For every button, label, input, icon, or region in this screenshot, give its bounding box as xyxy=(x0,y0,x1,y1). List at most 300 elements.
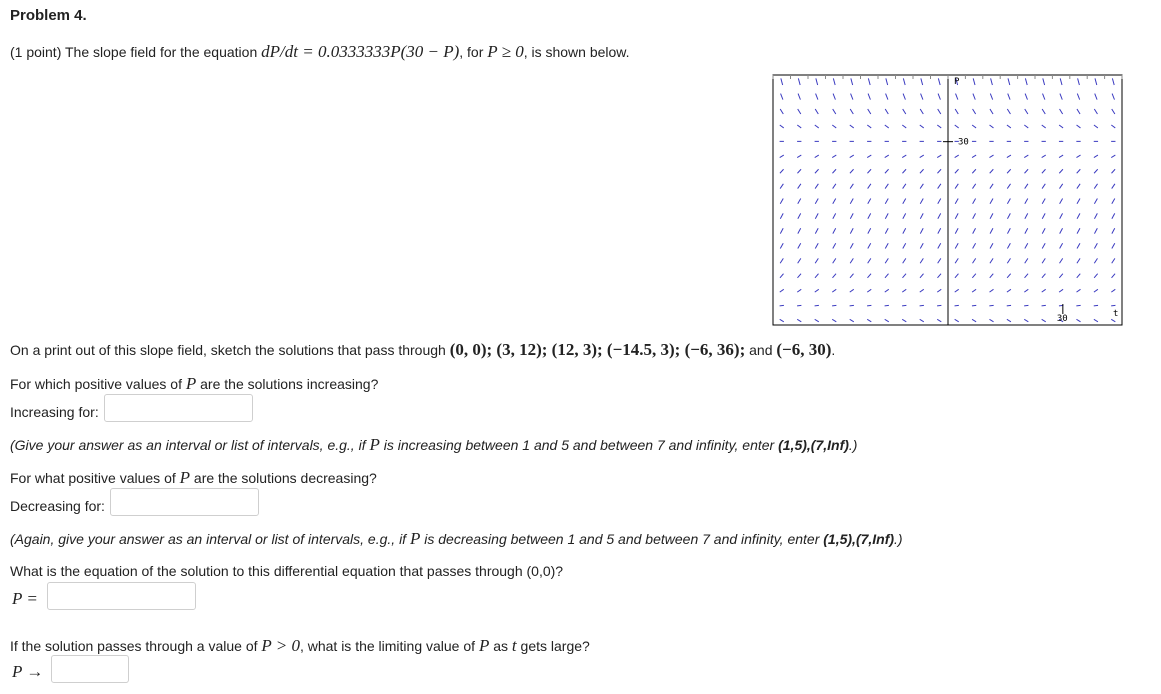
slope-mark xyxy=(850,109,853,114)
decreasing-hint xyxy=(10,529,903,549)
slope-mark xyxy=(815,258,818,263)
slope-mark xyxy=(903,94,905,100)
slope-mark xyxy=(1077,109,1080,114)
slope-mark xyxy=(955,289,959,292)
slope-mark xyxy=(780,213,783,218)
slope-mark xyxy=(850,228,853,233)
slope-mark xyxy=(955,169,959,173)
slope-mark xyxy=(850,274,854,278)
slope-mark xyxy=(1060,228,1063,233)
slope-mark xyxy=(833,243,836,248)
slope-mark xyxy=(780,199,783,204)
slope-mark xyxy=(868,213,871,218)
hint-text: .) xyxy=(894,531,903,547)
question-text: as xyxy=(489,638,512,654)
slope-mark xyxy=(1042,305,1046,306)
slope-mark xyxy=(832,319,836,321)
slope-mark xyxy=(797,289,801,292)
slope-mark xyxy=(955,258,958,263)
decreasing-label: Decreasing for: xyxy=(10,498,105,514)
slope-mark xyxy=(868,94,870,100)
slope-mark xyxy=(1112,78,1114,85)
slope-mark xyxy=(833,228,836,233)
slope-mark xyxy=(1042,319,1046,321)
slope-mark xyxy=(903,213,906,218)
slope-mark xyxy=(920,305,924,306)
slope-mark xyxy=(973,94,975,100)
slope-mark xyxy=(1042,184,1045,189)
slope-mark xyxy=(798,228,801,233)
slope-mark xyxy=(797,319,801,321)
slope-mark xyxy=(798,184,801,189)
slope-mark xyxy=(989,155,993,157)
slope-mark xyxy=(1112,109,1115,114)
slope-mark xyxy=(1112,94,1114,100)
hint-text: (Give your answer as an interval or list of intervals, e.g., if xyxy=(10,437,370,453)
slope-mark xyxy=(798,258,801,263)
panel-frame xyxy=(948,75,1122,325)
slope-mark xyxy=(1025,184,1028,189)
slope-mark xyxy=(937,155,941,157)
slope-mark xyxy=(798,78,800,85)
slope-mark xyxy=(815,274,819,278)
slope-mark xyxy=(797,274,801,278)
slope-mark xyxy=(955,199,958,204)
slope-mark xyxy=(920,289,924,292)
slope-mark xyxy=(1059,125,1063,128)
slope-mark xyxy=(1077,289,1081,292)
decreasing-input[interactable] xyxy=(110,488,259,516)
slope-mark xyxy=(832,155,836,157)
slope-mark xyxy=(832,169,836,173)
slope-mark xyxy=(902,319,906,321)
sketch-text: On a print out of this slope field, sketch the solutions that pass through xyxy=(10,342,450,358)
slope-mark xyxy=(1007,184,1010,189)
sketch-prompt xyxy=(10,340,835,360)
slope-mark xyxy=(903,199,906,204)
slope-mark xyxy=(867,319,871,321)
slope-mark xyxy=(973,109,976,114)
slope-mark xyxy=(867,274,871,278)
hint-text: is decreasing between 1 and 5 and between 7 and infinity, enter xyxy=(420,531,824,547)
slope-mark xyxy=(1112,213,1115,218)
slope-mark xyxy=(885,274,889,278)
slope-mark xyxy=(780,289,784,292)
slope-mark xyxy=(797,155,801,157)
slope-mark xyxy=(938,258,941,263)
slope-mark xyxy=(956,94,958,100)
slope-mark xyxy=(972,125,976,128)
slope-mark xyxy=(885,199,888,204)
slope-mark xyxy=(867,169,871,173)
slope-mark xyxy=(1042,199,1045,204)
slope-mark xyxy=(990,184,993,189)
var-t: t xyxy=(511,636,517,655)
slope-mark xyxy=(1007,258,1010,263)
slope-mark xyxy=(1007,213,1010,218)
slope-mark xyxy=(1042,109,1045,114)
slope-mark xyxy=(1025,274,1029,278)
slope-mark xyxy=(1060,109,1063,114)
slope-mark xyxy=(1024,305,1028,306)
slope-mark xyxy=(920,155,924,157)
slope-mark xyxy=(990,199,993,204)
slope-mark xyxy=(885,184,888,189)
slope-mark xyxy=(850,258,853,263)
slope-mark xyxy=(955,155,959,157)
slope-mark xyxy=(1025,78,1027,85)
slope-mark xyxy=(972,289,976,292)
slope-mark xyxy=(1007,243,1010,248)
slope-mark xyxy=(990,289,994,292)
slope-mark xyxy=(937,319,941,321)
slope-mark xyxy=(1025,199,1028,204)
slope-mark xyxy=(990,169,994,173)
slope-mark xyxy=(1042,213,1045,218)
slope-mark xyxy=(1077,228,1080,233)
slope-mark xyxy=(833,213,836,218)
slope-mark xyxy=(902,289,906,292)
slope-mark xyxy=(868,184,871,189)
increasing-input[interactable] xyxy=(104,394,253,422)
slope-mark xyxy=(780,109,783,114)
slope-mark xyxy=(1007,319,1011,321)
hint-text: is increasing between 1 and 5 and between 7 and infinity, enter xyxy=(379,437,779,453)
slope-mark xyxy=(972,319,976,321)
hint-text: .) xyxy=(848,437,858,453)
slope-mark xyxy=(815,305,819,306)
slope-mark xyxy=(1059,274,1063,278)
slope-mark xyxy=(990,274,994,278)
slope-mark xyxy=(1095,78,1097,85)
condition: P ≥ 0 xyxy=(487,42,524,61)
slope-mark xyxy=(815,109,818,114)
slope-mark xyxy=(989,319,993,321)
slope-mark xyxy=(780,243,783,248)
slope-mark xyxy=(990,109,993,114)
sketch-last-point: (−6, 30) xyxy=(776,340,832,359)
slope-mark xyxy=(780,258,783,263)
slope-mark xyxy=(867,289,871,292)
intro-text-2: , for xyxy=(459,44,488,60)
slope-mark xyxy=(920,274,924,278)
slope-mark xyxy=(885,319,889,321)
slope-mark xyxy=(1077,125,1081,128)
slope-mark xyxy=(973,243,976,248)
slope-mark xyxy=(1111,155,1115,157)
slope-mark xyxy=(1112,199,1115,204)
slope-mark xyxy=(920,319,924,321)
slope-mark xyxy=(1059,169,1063,173)
slope-field-figure xyxy=(772,74,1124,326)
slope-mark xyxy=(1094,319,1098,321)
slope-mark xyxy=(955,184,958,189)
slope-mark xyxy=(920,258,923,263)
slope-mark xyxy=(815,169,819,173)
slope-mark xyxy=(1094,125,1098,128)
slope-mark xyxy=(1042,243,1045,248)
slope-mark xyxy=(850,155,854,157)
slope-mark xyxy=(1060,258,1063,263)
slope-mark xyxy=(815,184,818,189)
slope-mark xyxy=(989,305,993,306)
slope-mark xyxy=(886,78,888,85)
slope-mark xyxy=(938,199,941,204)
slope-mark xyxy=(868,258,871,263)
slope-mark xyxy=(1077,94,1079,100)
slope-mark xyxy=(1042,289,1046,292)
slope-mark xyxy=(833,94,835,100)
slope-mark xyxy=(832,274,836,278)
slope-mark xyxy=(867,125,871,128)
sketch-points: (0, 0); (3, 12); (12, 3); (−14.5, 3); (−6, 36); xyxy=(449,340,746,359)
axis-label-p: P xyxy=(954,77,960,87)
slope-mark xyxy=(938,78,940,85)
slope-mark xyxy=(937,125,941,128)
slope-mark xyxy=(797,169,801,173)
slope-mark xyxy=(885,258,888,263)
slope-mark xyxy=(1024,289,1028,292)
slope-mark xyxy=(798,243,801,248)
slope-field-left-panel xyxy=(773,75,948,325)
slope-mark xyxy=(1008,78,1010,85)
slope-mark xyxy=(903,243,906,248)
slope-mark xyxy=(955,243,958,248)
slope-mark xyxy=(832,305,836,306)
slope-mark xyxy=(781,78,783,85)
slope-mark xyxy=(1007,305,1011,306)
slope-mark xyxy=(815,155,819,157)
slope-mark xyxy=(1094,169,1098,173)
slope-mark xyxy=(850,243,853,248)
slope-mark xyxy=(1112,274,1116,278)
equation-input[interactable] xyxy=(47,582,196,610)
slope-mark xyxy=(781,94,783,100)
slope-mark xyxy=(937,305,941,306)
slope-mark xyxy=(1076,155,1080,157)
slope-mark xyxy=(1024,125,1028,128)
slope-mark xyxy=(1025,258,1028,263)
slope-mark xyxy=(815,213,818,218)
question-text: For what positive values of xyxy=(10,470,180,486)
slope-mark xyxy=(990,228,993,233)
slope-mark xyxy=(885,213,888,218)
slope-mark xyxy=(972,274,976,278)
slope-mark xyxy=(1007,125,1011,128)
slope-field-right-panel xyxy=(943,75,1122,325)
slope-mark xyxy=(832,125,836,128)
slope-mark xyxy=(903,184,906,189)
slope-mark xyxy=(902,155,906,157)
problem-statement xyxy=(10,42,630,62)
slope-mark xyxy=(955,109,958,114)
slope-mark xyxy=(990,213,993,218)
question-text: gets large? xyxy=(516,638,590,654)
slope-mark xyxy=(850,184,853,189)
slope-mark xyxy=(990,125,994,128)
slope-mark xyxy=(1078,78,1080,85)
slope-mark xyxy=(833,109,836,114)
slope-mark xyxy=(868,199,871,204)
slope-mark xyxy=(1094,289,1098,292)
hint-text: (Again, give your answer as an interval or list of intervals, e.g., if xyxy=(10,531,410,547)
hint-example: (1,5),(7,Inf) xyxy=(778,437,849,453)
slope-mark xyxy=(1025,213,1028,218)
decreasing-question xyxy=(10,468,377,488)
question-text: , what is the limiting value of xyxy=(299,638,479,654)
slope-mark xyxy=(1112,228,1115,233)
slope-mark xyxy=(885,169,889,173)
question-text: If the solution passes through a value of xyxy=(10,638,262,654)
slope-mark xyxy=(780,155,784,157)
slope-mark xyxy=(1077,199,1080,204)
slope-mark xyxy=(955,125,959,128)
slope-mark xyxy=(816,78,818,85)
slope-mark xyxy=(1094,184,1097,189)
slope-mark xyxy=(1007,155,1011,157)
slope-mark xyxy=(833,199,836,204)
slope-mark xyxy=(816,94,818,100)
slope-mark xyxy=(1042,169,1046,173)
slope-mark xyxy=(1112,258,1115,263)
slope-mark xyxy=(780,125,784,128)
slope-mark xyxy=(798,109,801,114)
slope-mark xyxy=(1059,155,1063,157)
slope-mark xyxy=(1111,169,1115,173)
var-p: P xyxy=(369,435,380,454)
slope-mark xyxy=(903,78,905,85)
slope-mark xyxy=(815,199,818,204)
points-label: (1 point) xyxy=(10,44,62,60)
slope-mark xyxy=(1077,213,1080,218)
slope-mark xyxy=(938,228,941,233)
slope-mark xyxy=(850,319,854,321)
slope-mark xyxy=(938,243,941,248)
slope-mark xyxy=(1094,274,1098,278)
slope-mark xyxy=(885,155,889,157)
question-text: are the solutions increasing? xyxy=(196,376,379,392)
slope-mark xyxy=(815,228,818,233)
slope-mark xyxy=(797,305,801,306)
slope-mark xyxy=(850,213,853,218)
slope-mark xyxy=(937,169,941,173)
slope-mark xyxy=(972,155,976,157)
increasing-hint xyxy=(10,435,857,455)
slope-mark xyxy=(1008,94,1010,100)
slope-mark xyxy=(851,94,853,100)
slope-mark xyxy=(1077,243,1080,248)
slope-mark xyxy=(886,94,888,100)
slope-mark xyxy=(937,289,941,292)
slope-mark xyxy=(920,213,923,218)
question-text: For which positive values of xyxy=(10,376,186,392)
slope-mark xyxy=(1024,319,1028,321)
sketch-end: . xyxy=(831,342,836,358)
slope-mark xyxy=(1094,213,1097,218)
slope-mark xyxy=(1094,228,1097,233)
slope-mark xyxy=(1077,169,1081,173)
slope-mark xyxy=(1112,243,1115,248)
slope-mark xyxy=(972,184,975,189)
increasing-question xyxy=(10,374,378,394)
slope-mark xyxy=(851,78,853,85)
slope-mark xyxy=(903,228,906,233)
slope-mark xyxy=(815,289,819,292)
slope-mark xyxy=(798,199,801,204)
sketch-and: and xyxy=(745,342,777,358)
slope-mark xyxy=(1111,125,1115,128)
slope-mark xyxy=(1094,243,1097,248)
limit-input[interactable] xyxy=(51,655,129,683)
slope-mark xyxy=(833,258,836,263)
slope-mark xyxy=(990,243,993,248)
axis-label-t: t xyxy=(1113,309,1119,319)
limit-label: P → xyxy=(12,662,44,681)
var-p: P xyxy=(478,636,490,655)
slope-mark xyxy=(1094,258,1097,263)
slope-mark xyxy=(868,243,871,248)
equation-label: P = xyxy=(12,589,38,608)
t-tick-label: 30 xyxy=(1056,314,1068,324)
slope-mark xyxy=(903,258,906,263)
slope-mark xyxy=(1007,274,1011,278)
slope-mark xyxy=(955,274,959,278)
problem-title: Problem 4. xyxy=(10,7,87,24)
slope-mark xyxy=(797,125,801,128)
slope-mark xyxy=(1076,305,1080,306)
slope-mark xyxy=(1095,94,1097,100)
slope-mark xyxy=(1043,78,1045,85)
slope-mark xyxy=(833,184,836,189)
slope-mark xyxy=(1007,228,1010,233)
slope-mark xyxy=(780,319,784,321)
slope-mark xyxy=(1042,155,1046,157)
slope-mark xyxy=(1007,289,1011,292)
slope-mark xyxy=(885,109,888,114)
slope-mark xyxy=(1060,243,1063,248)
equation: dP/dt = 0.0333333P(30 − P) xyxy=(261,42,460,61)
slope-mark xyxy=(1025,243,1028,248)
slope-mark xyxy=(1094,199,1097,204)
intro-text-3: , is shown below. xyxy=(523,44,630,60)
slope-mark xyxy=(798,94,800,100)
slope-mark xyxy=(920,125,924,128)
slope-mark xyxy=(850,125,854,128)
slope-mark xyxy=(885,243,888,248)
slope-mark xyxy=(920,243,923,248)
slope-mark xyxy=(1007,199,1010,204)
slope-mark xyxy=(938,94,940,100)
slope-mark xyxy=(1025,94,1027,100)
slope-mark xyxy=(780,169,784,173)
slope-mark xyxy=(885,289,889,292)
slope-mark xyxy=(920,199,923,204)
slope-mark xyxy=(1042,274,1046,278)
slope-mark xyxy=(902,274,906,278)
increasing-label: Increasing for: xyxy=(10,404,99,420)
slope-mark xyxy=(973,258,976,263)
slope-mark xyxy=(1025,109,1028,114)
equation-question: What is the equation of the solution to this differential equation that passes through (0,0)? xyxy=(10,563,564,579)
panel-frame xyxy=(773,75,948,325)
slope-mark xyxy=(938,213,941,218)
slope-mark xyxy=(973,213,976,218)
slope-mark xyxy=(955,319,959,321)
slope-mark xyxy=(990,94,992,100)
slope-mark xyxy=(1060,78,1062,85)
slope-mark xyxy=(815,319,819,321)
slope-mark xyxy=(868,228,871,233)
